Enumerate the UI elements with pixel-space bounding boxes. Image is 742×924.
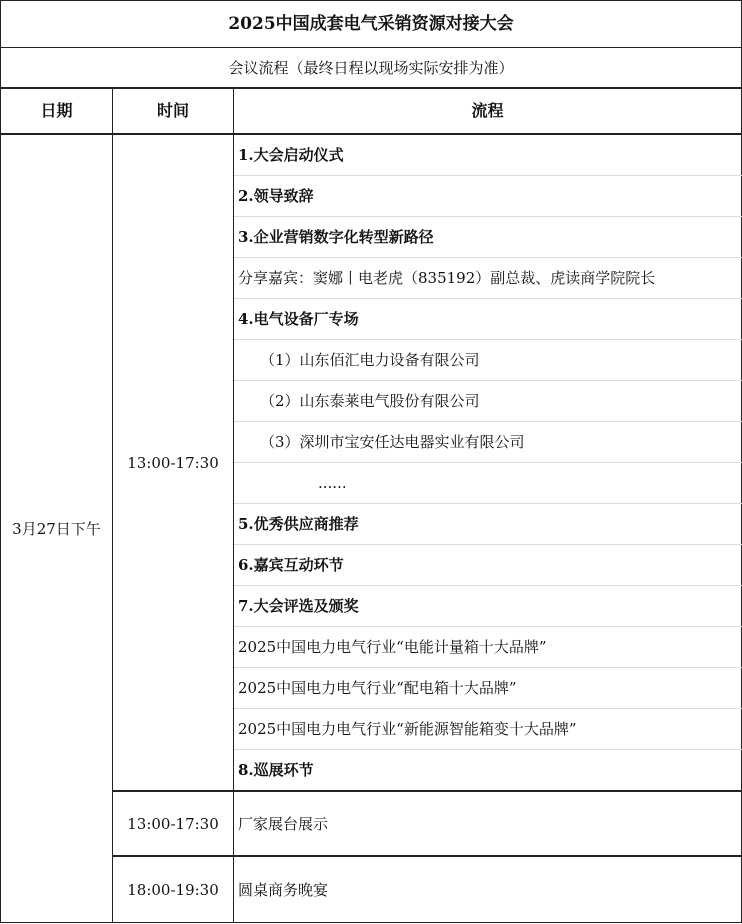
flow-item: 3.企业营销数字化转型新路径 [234, 217, 742, 258]
flow-item: 1.大会启动仪式 [234, 134, 742, 176]
flow-item-expo: 厂家展台展示 [234, 791, 742, 856]
flow-item: 8.巡展环节 [234, 750, 742, 792]
flow-item: （1）山东佰汇电力设备有限公司 [234, 340, 742, 381]
flow-item: （2）山东泰莱电气股份有限公司 [234, 381, 742, 422]
header-time: 时间 [113, 88, 234, 134]
time-cell-dinner: 18:00-19:30 [113, 856, 234, 923]
flow-item: ...... [234, 463, 742, 504]
flow-item: 2025中国电力电气行业“电能计量箱十大品牌” [234, 627, 742, 668]
time-cell-expo: 13:00-17:30 [113, 791, 234, 856]
time-cell-main: 13:00-17:30 [113, 134, 234, 791]
flow-item: 4.电气设备厂专场 [234, 299, 742, 340]
header-flow: 流程 [234, 88, 742, 134]
flow-item-dinner: 圆桌商务晚宴 [234, 856, 742, 923]
page-title: 2025中国成套电气采销资源对接大会 [1, 1, 742, 48]
flow-item: 2025中国电力电气行业“新能源智能箱变十大品牌” [234, 709, 742, 750]
date-cell: 3月27日下午 [1, 134, 113, 923]
flow-item: 分享嘉宾：窦娜丨电老虎（835192）副总裁、虎读商学院院长 [234, 258, 742, 299]
flow-item: 2025中国电力电气行业“配电箱十大品牌” [234, 668, 742, 709]
flow-item: 7.大会评选及颁奖 [234, 586, 742, 627]
flow-item: 6.嘉宾互动环节 [234, 545, 742, 586]
flow-item: 5.优秀供应商推荐 [234, 504, 742, 545]
page-subtitle: 会议流程（最终日程以现场实际安排为准） [1, 48, 742, 89]
flow-item: 2.领导致辞 [234, 176, 742, 217]
flow-item: （3）深圳市宝安任达电器实业有限公司 [234, 422, 742, 463]
header-date: 日期 [1, 88, 113, 134]
